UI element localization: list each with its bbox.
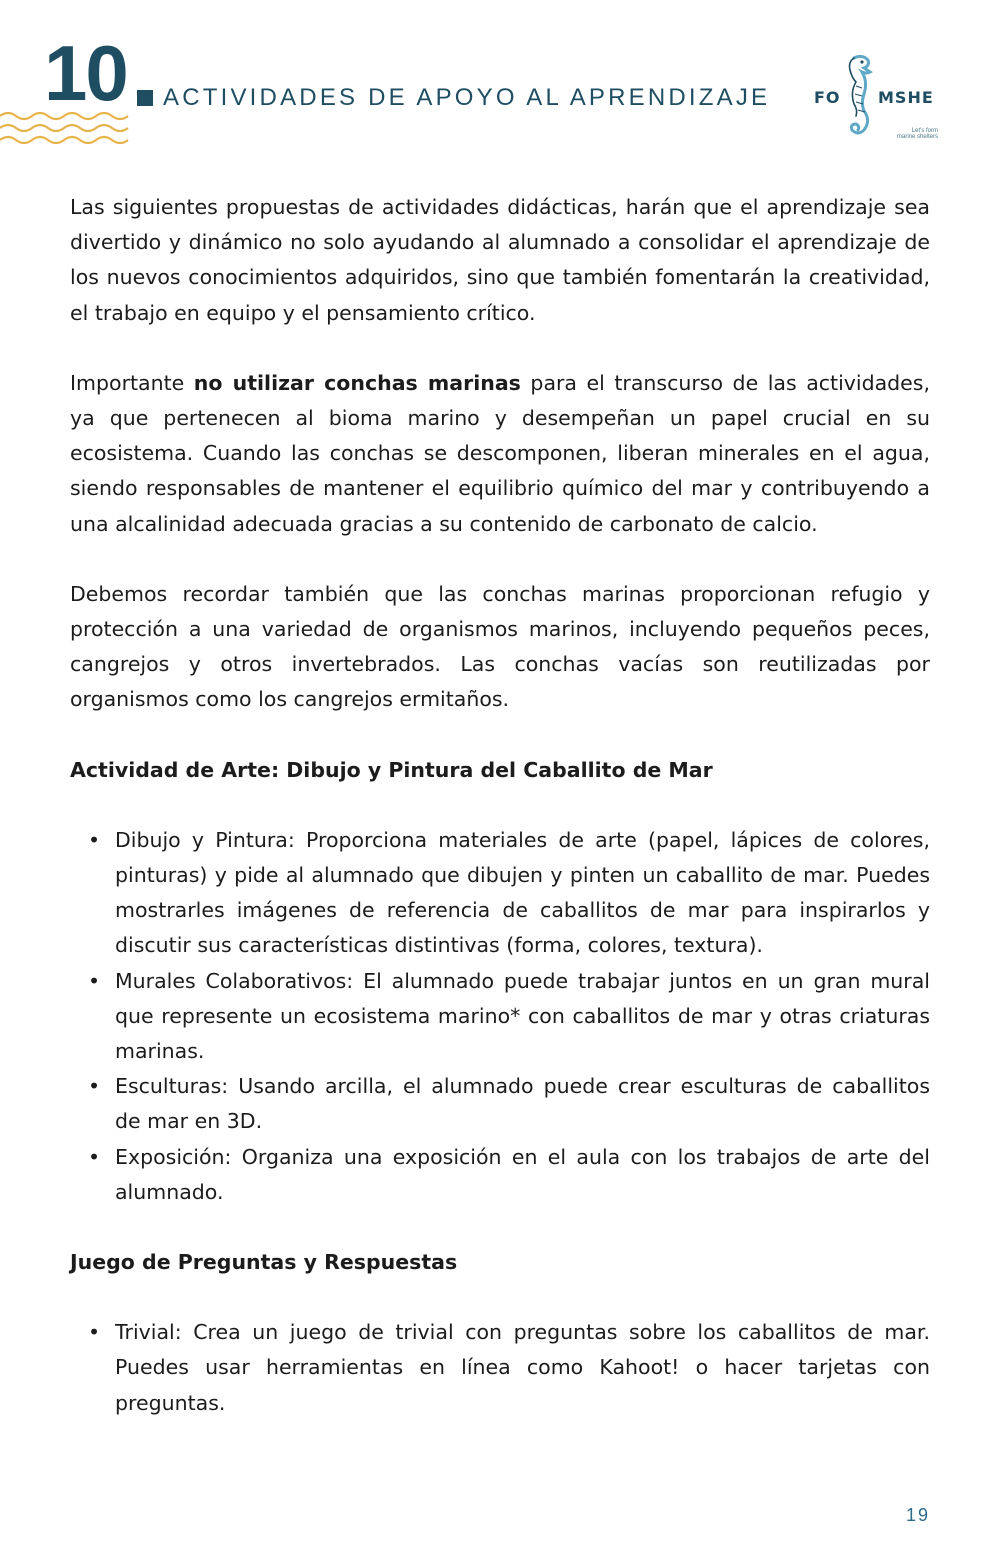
page-content (70, 190, 930, 1456)
important-prefix: Importante (70, 370, 194, 395)
fomshe-logo (808, 52, 938, 144)
reminder-paragraph: Debemos recordar también que las conchas marinas proporcionan refugio y protección a una variedad de organismos marinos, incluyendo pequeños peces, cangrejos y otros invertebrados. Las conchas vacías son reutilizadas por organismos como los cangrejos ermitaños. (70, 581, 930, 712)
art-activity-list (70, 823, 930, 1210)
logo-text-left: FO (814, 88, 841, 107)
list-item: • Esculturas: Usando arcilla, el alumnado puede crear esculturas de caballitos de mar en 3D. (70, 1069, 930, 1139)
art-section-heading: Actividad de Arte: Dibujo y Pintura del Caballito de Mar (70, 757, 713, 782)
list-item: • Exposición: Organiza una exposición en el aula con los trabajos de arte del alumnado. (70, 1140, 930, 1210)
quiz-activity-list (70, 1315, 930, 1421)
intro-paragraph: Las siguientes propuestas de actividades didácticas, harán que el aprendizaje sea divertido y dinámico no solo ayudando al alumnado a consolidar el aprendizaje de los nuevos conocimientos adquiridos, sino que también fomentarán la creatividad, el trabajo en equipo y el pensamiento crítico. (70, 195, 930, 325)
important-paragraph (70, 366, 930, 542)
important-suffix: para el transcurso de las actividades, ya que pertenecen al bioma marino y desempeñan un papel crucial en su ecosistema. Cuando las conchas se descomponen, liberan minerales en el agua, siendo responsables de mantener el equilibrio químico del mar y contribuyendo a una alcalinidad adecuada gracias a su contenido de carbonato de calcio. (70, 370, 930, 536)
logo-tagline: Let's form marine shelters (896, 128, 938, 140)
page-header (0, 0, 1000, 160)
list-item: • Murales Colaborativos: El alumnado puede trabajar juntos en un gran mural que represente un ecosistema marino* con caballitos de mar y otras criaturas marinas. (70, 964, 930, 1070)
chapter-number-dot (137, 90, 153, 106)
logo-text-right: MSHE (878, 88, 934, 107)
chapter-title: ACTIVIDADES DE APOYO AL APRENDIZAJE (163, 84, 771, 111)
page-number: 19 (905, 1505, 930, 1525)
quiz-section-heading: Juego de Preguntas y Respuestas (70, 1250, 458, 1275)
seahorse-icon (840, 52, 880, 142)
wave-decoration-icon (0, 108, 132, 150)
list-item: • Trivial: Crea un juego de trivial con preguntas sobre los caballitos de mar. Puedes usar herramientas en línea como Kahoot! o hacer tarjetas con preguntas. (70, 1315, 930, 1421)
chapter-number: 10 (44, 29, 127, 117)
important-bold-text: no utilizar conchas marinas (193, 370, 521, 395)
list-item: • Dibujo y Pintura: Proporciona materiales de arte (papel, lápices de colores, pinturas) y pide al alumnado que dibujen y pinten un caballito de mar. Puedes mostrarles imágenes de referencia de caballitos de mar para inspirarlos y discutir sus características distintivas (forma, colores, textura). (70, 823, 930, 964)
